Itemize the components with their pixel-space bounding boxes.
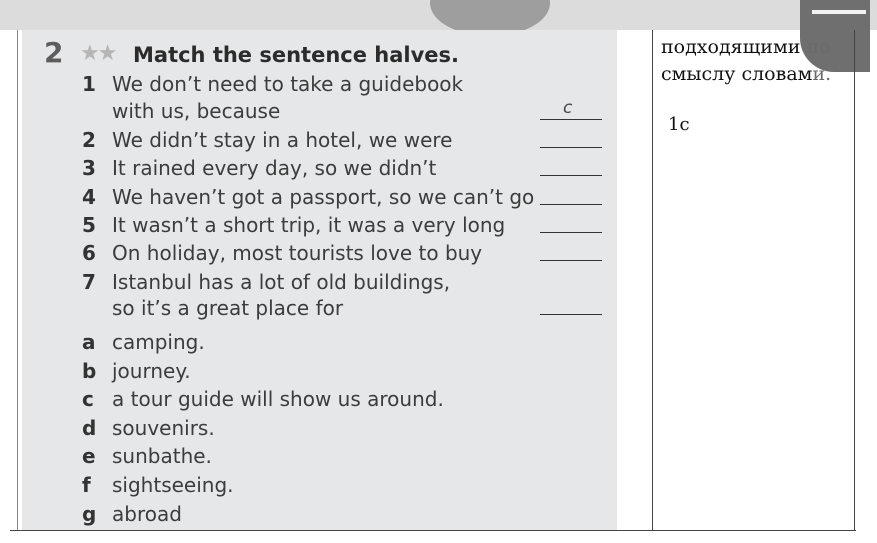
instruction-line-1: подходящими [661,36,801,58]
answer-blank[interactable] [540,232,602,233]
option-text: souvenirs. [112,416,215,440]
item-number: 2 [82,128,96,152]
column-divider [652,30,653,531]
option-text: sunbathe. [112,444,212,468]
page-bottom-border [10,530,856,531]
option-letter: c [82,387,94,411]
instruction-text [661,34,851,88]
page-right-border [854,30,855,531]
instruction-line-1-faded: по [800,36,831,58]
item-text: We don’t need to take a guidebook [112,72,464,96]
exercise-title: Match the sentence halves. [133,43,460,67]
item-text: It wasn’t a short trip, it was a very long [112,213,506,237]
option-text: journey. [112,359,191,383]
answer-blank[interactable] [540,147,602,148]
option-text: abroad [112,502,182,526]
answer-blank[interactable] [540,314,602,315]
item-text: We didn’t stay in a hotel, we were [112,128,453,152]
instruction-line-2: смыслу словам [661,63,813,85]
answer-value: c [563,98,573,118]
item-text: Istanbul has a lot of old buildings, [112,270,451,294]
item-number: 3 [82,156,96,180]
answer-blank[interactable] [540,204,602,205]
option-text: a tour guide will show us around. [112,387,444,411]
option-letter: f [82,473,91,497]
item-text: It rained every day, so we didn’t [112,156,437,180]
option-text: sightseeing. [112,473,234,497]
option-letter: b [82,359,97,383]
exercise-number: 2 [44,36,64,69]
item-text: so it’s a great place for [112,296,344,320]
menu-icon [812,10,866,14]
item-number: 7 [82,270,96,294]
answer-blank[interactable] [540,119,602,120]
item-number: 1 [82,72,96,96]
difficulty-stars-icon: ★★ [80,41,116,66]
answer-blank[interactable] [540,260,602,261]
option-letter: a [82,330,96,354]
option-text: camping. [112,330,205,354]
item-text: On holiday, most tourists love to buy [112,241,483,265]
option-letter: d [82,416,97,440]
option-letter: g [82,502,97,526]
item-number: 6 [82,241,96,265]
instruction-line-2-faded: и. [812,63,832,85]
answer-note: 1c [668,114,690,135]
page-left-border [17,30,18,530]
item-number: 5 [82,213,96,237]
answer-blank[interactable] [540,175,602,176]
item-text: We haven’t got a passport, so we can’t go [112,185,535,209]
item-number: 4 [82,185,96,209]
option-letter: e [82,444,96,468]
item-text: with us, because [112,99,281,123]
